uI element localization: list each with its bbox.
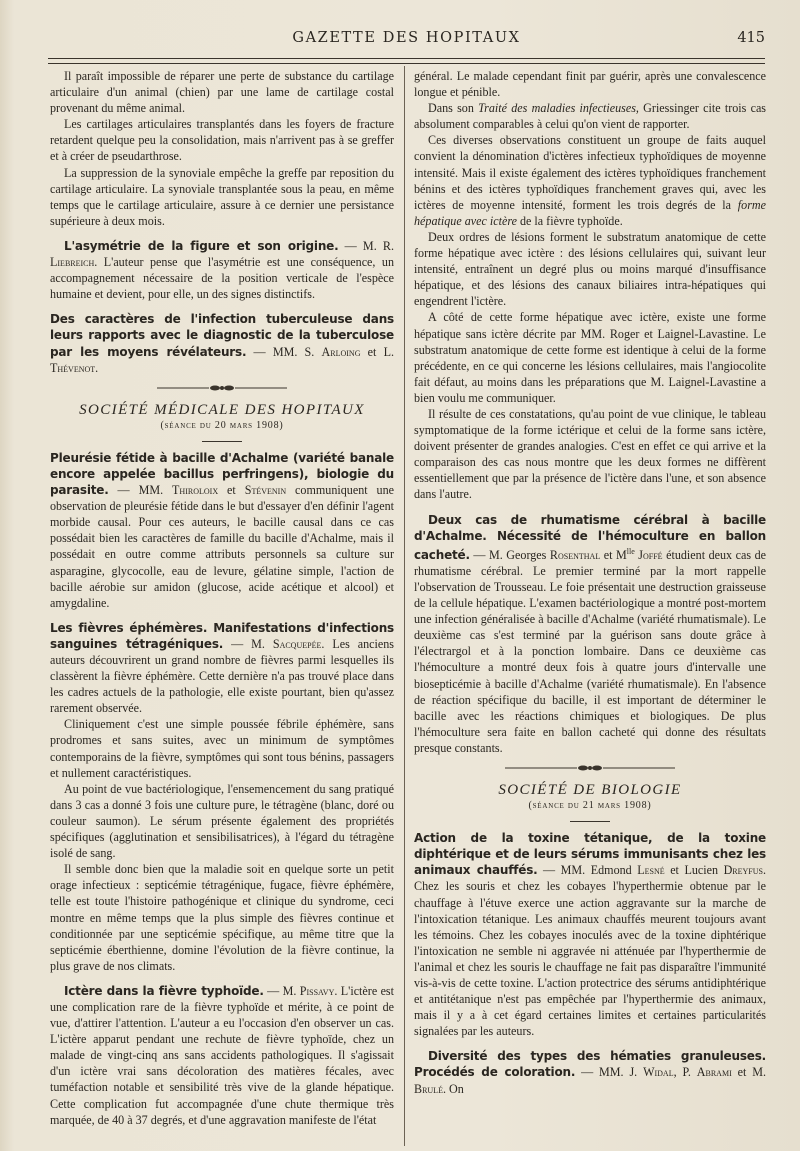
page-header bbox=[48, 30, 765, 52]
article-fievres: Les fièvres éphémères. Manifestations d'infections sanguines tétragéniques. — M. Sacquepée. Les anciens auteurs découvrirent un grand nombre de fièvres parmi lesquelles ils classèrent la fièvre éphémère. Cette dernière n'a pas trouvé place dans les cadres actuels de la pathologie, elle existe pourtant, bien qu'assez rarement observée. bbox=[50, 620, 394, 716]
section-title: SOCIÉTÉ MÉDICALE DES HOPITAUX bbox=[79, 401, 365, 418]
article-title: Diversité des types des hématies granuleuses. Procédés de coloration. bbox=[414, 1049, 766, 1080]
article-title: Pleurésie fétide à bacille d'Achalme (variété banale encore appelée bacillus perfringens), biologie du parasite. bbox=[50, 450, 394, 498]
article-title: Deux cas de rhumatisme cérébral à bacille d'Achalme. Nécessité de l'hémoculture en ballon cacheté. bbox=[414, 512, 766, 562]
paragraph: Il semble donc bien que la maladie soit en quelque sorte un petit orage infectieux : septicémie tétragénique, fugace, fièvre éphémère, telle est toute l'histoire pathogénique et clinique du syndrome, ceci montre en même temps que la plus simple des fièvres continue et conditionnée par une septicémie spécifique, au même titre que la septicémie éberthienne, domine l'évolution de la fièvre continue, la plus grave de nos climats. bbox=[50, 862, 394, 973]
author-name: Rosenthal bbox=[549, 547, 601, 562]
author-name: Arloing bbox=[321, 344, 361, 359]
author-name: Abrami bbox=[696, 1065, 732, 1080]
paragraph: Deux ordres de lésions forment le substratum anatomique de cette forme hépatique avec ictère : des lésions cellulaires qui, suivant leur intensité, entraînent un degré plus ou moins marqué d'insuffisance hépatique, et des lésions des canaux biliaires intra-hépatiques qui engendrent l'ictère. bbox=[414, 229, 766, 309]
column-divider bbox=[404, 66, 405, 1146]
article-tuberculose: Des caractères de l'infection tuberculeuse dans leurs rapports avec le diagnostic de la tuberculose par les moyens révélateurs. — MM. S. Arloing et L. Thévenot. bbox=[50, 312, 394, 375]
article-title: Les fièvres éphémères. Manifestations d'infections sanguines tétragéniques. bbox=[50, 620, 394, 651]
left-column bbox=[50, 68, 394, 1148]
author-name: Brulé bbox=[414, 1081, 443, 1096]
paragraph: Il paraît impossible de réparer une perte de substance du cartilage articulaire d'un animal (chien) par une lame de cartilage costal provenant du même animal. bbox=[50, 69, 394, 116]
header-rule bbox=[48, 58, 765, 64]
section-session: (séance du 20 mars 1908) bbox=[160, 419, 284, 431]
paragraph: Dans son Traité des maladies infectieuses, Griessinger cite trois cas absolument comparables à celui qu'on vient de rapporter. bbox=[414, 101, 766, 132]
short-rule bbox=[202, 441, 242, 442]
article-hematies: Diversité des types des hématies granuleuses. Procédés de coloration. — MM. J. Widal, P. Abrami et M. Brulé. On bbox=[414, 1049, 766, 1096]
article-title: L'asymétrie de la figure et son origine. bbox=[64, 238, 339, 253]
paragraph: Cliniquement c'est une simple poussée fébrile éphémère, sans prodromes et sans suites, avec un minimum de symptômes contemporains de la fièvre, symptômes qui sont tous bénins, passagers et nullement caractéristiques. bbox=[50, 717, 394, 780]
author-name: Liebreich bbox=[50, 255, 95, 270]
author-name: Widal bbox=[643, 1065, 674, 1080]
author-name: Joffé bbox=[634, 547, 663, 562]
right-column bbox=[414, 68, 766, 1148]
paragraph: A côté de cette forme hépatique avec ictère, existe une forme hépatique sans ictère décrite par MM. Roger et Laignel-Lavastine. Le substratum anatomique de cette forme est identique à celui de la forme précédente, en ce qui concerne les lésions cellulaires, mais l'angiocolite fait défaut, au moins dans les préparations que M. Laignel-Lavastine a bien voulu me communiquer. bbox=[414, 310, 766, 405]
paragraph: Il résulte de ces constatations, qu'au point de vue clinique, le tableau symptomatique de la forme ictérique et celui de la forme sans ictère, doivent présenter de grandes analogies. C'est en effet ce qui arrive et la comparaison des cas nous montre que les deux formes ne diffèrent essentiellement que par la présence de l'ictère dans l'une, et son absence dans l'autre. bbox=[414, 406, 766, 502]
journal-title: GAZETTE DES HOPITAUX bbox=[292, 30, 521, 46]
article-title: Ictère dans la fièvre typhoïde. bbox=[64, 983, 264, 998]
article-toxine: Action de la toxine tétanique, de la toxine diphtérique et de leurs sérums immunisants chez les animaux chauffés. — MM. Edmond Lesné et Lucien Dreyfus. Chez les souris et chez les cobayes l'hyperthermie obtenue par le chauffage à l'étuve exerce une action aggravante sur la marche de l'intoxication tétanique. Les animaux chauffés meurent toujours avant les témoins. Chez les cobayes inoculés avec de la toxine diphtérique l'intoxication ne semble ni aggravée ni atténuée par l'hyperthermie de l'animal et chez les souris le chauffage ne fait pas disparaître l'immunité vis-à-vis de cette toxine. L'action protectrice des sérums antidiphtérique et antitétanique n'est pas empêchée par l'hyperthermie des animaux, mais il y a à cet égard certaines limites et certaines particularités signalées par les auteurs. bbox=[414, 831, 766, 1039]
short-rule bbox=[570, 821, 610, 822]
book-title: Traité des maladies infectieuses, bbox=[478, 101, 639, 116]
page-number: 415 bbox=[737, 30, 765, 46]
author-name: Dreyfus bbox=[723, 863, 763, 878]
article-pleuresie: Pleurésie fétide à bacille d'Achalme (variété banale encore appelée bacillus perfringens), biologie du parasite. — MM. Thiroloix et Stévenin communiquent une observation de pleurésie fétide dans le but d'essayer d'en définir l'agent morbide causal. Pour ces auteurs, le bacille causal dans ce cas possédait bien les caractères de famille du bacille d'Achalme, mais il possédait en outre comme attributs personnels sa culture sur asparagine, glycocolle, eau de levure, gélatine simple, l'action de bacille aérobie sur amidon (glucose, acide acétique et alcool) et amygdaline. bbox=[50, 450, 394, 610]
section-session: (séance du 21 mars 1908) bbox=[528, 800, 652, 812]
author-name: Stévenin bbox=[244, 483, 287, 498]
ornament-divider bbox=[414, 764, 766, 774]
paragraph: Au point de vue bactériologique, l'ensemencement du sang pratiqué dans 3 cas a donné 3 fois une culture pure, le tétragène (blanc, doré ou couleur saumon). Le sérum présente également des propriétés spécifiques (agglutination et sensibilisatrices), à l'égard du tétragène isolé de sang. bbox=[50, 781, 394, 861]
author-name: Thiroloix bbox=[172, 483, 219, 498]
paragraph: général. Le malade cependant finit par guérir, après une convalescence longue et pénible. bbox=[414, 69, 766, 100]
paragraph: La suppression de la synoviale empêche la greffe par reposition du cartilage articulaire. La synoviale transplantée sous la peau, en même temps que le cartilage articulaire, assure à ce dernier une persistance supérieure à deux mois. bbox=[50, 165, 394, 228]
emphasis: forme hépatique avec ictère bbox=[414, 197, 766, 228]
paragraph: Les cartilages articulaires transplantés dans les foyers de fracture retardent quelque peu la consolidation, mais n'arrivent pas à se greffer et à créer de pseudarthrose. bbox=[50, 117, 394, 164]
article-asymetrie: L'asymétrie de la figure et son origine. — M. R. Liebreich. L'auteur pense que l'asymétrie est une conséquence, un accompagnement nécessaire de la position verticale de l'espèce humaine et devient, pour elle, un des signes distinctifs. bbox=[50, 238, 394, 302]
author-name: Thévenot bbox=[50, 360, 96, 375]
section-title: SOCIÉTÉ DE BIOLOGIE bbox=[498, 781, 682, 798]
article-ictere: Ictère dans la fièvre typhoïde. — M. Pissavy. L'ictère est une complication rare de la fièvre typhoïde et mérite, à ce point de vue, d'attirer l'attention. L'auteur a eu l'occasion d'en observer un cas. L'ictère apparut pendant une rechute de fièvre typhoïde, chez un malade de vingt-cinq ans sans accidents pathologiques. Il s'agissait d'un ictère vrai sans décoloration des matières fécales, avec tuméfaction notable et sensibilité très vive de la glande hépatique. Cette complication fut accompagnée d'une chute thermique très marquée, de 40 à 37 degrés, et d'une aggravation manifeste de l'état bbox=[50, 983, 394, 1127]
article-rhumatisme: Deux cas de rhumatisme cérébral à bacille d'Achalme. Nécessité de l'hémoculture en ballon cacheté. — M. Georges Rosenthal et $M^{lle}$ Joffé étudient deux cas de rhumatisme cérébral. Le premier terminé par la mort rappelle l'observation de Trousseau. Le foie présentait une destruction graisseuse de la cellule hépatique. L'examen bactériologique a montré post-mortem une infection généralisée à bacille d'Achalme (variété rhumatismale). Le deuxième cas s'est terminé par la guérison sans doute grâce à l'électrargol et à la ponction lombaire. Dans ce deuxième cas l'hémoculture a montré deux fois à quatre jours d'intervalle une biosepticémie à bacille d'Achalme (variété rhumatismale). En l'absence de réaction spécifique du bacille, il est important de déterminer le bacille avec les réactions chimiques et biologiques. De plus l'hémoculture sera faite en ballon cacheté qui donne des résultats presque constants. bbox=[414, 512, 766, 755]
author-name: Pissavy bbox=[299, 983, 335, 998]
paragraph: Ces diverses observations constituent un groupe de faits auquel convient la dénomination d'ictères infectieux typhoïdiques de moyenne intensité. Mais il existe également des ictères typhoïdiques franchement bénins et des ictères typhoïdiques franchement graves qui, avec les ictères de moyenne intensité, forment les trois degrés de la forme hépatique avec ictère de la fièvre typhoïde. bbox=[414, 133, 766, 228]
author-name: Sacquepée bbox=[272, 636, 322, 651]
article-title: Des caractères de l'infection tuberculeuse dans leurs rapports avec le diagnostic de la tuberculose par les moyens révélateurs. bbox=[50, 312, 394, 359]
ornament-divider bbox=[50, 384, 394, 394]
article-title: Action de la toxine tétanique, de la toxine diphtérique et de leurs sérums immunisants chez les animaux chauffés. bbox=[414, 831, 766, 878]
author-name: Lesné bbox=[637, 863, 665, 878]
